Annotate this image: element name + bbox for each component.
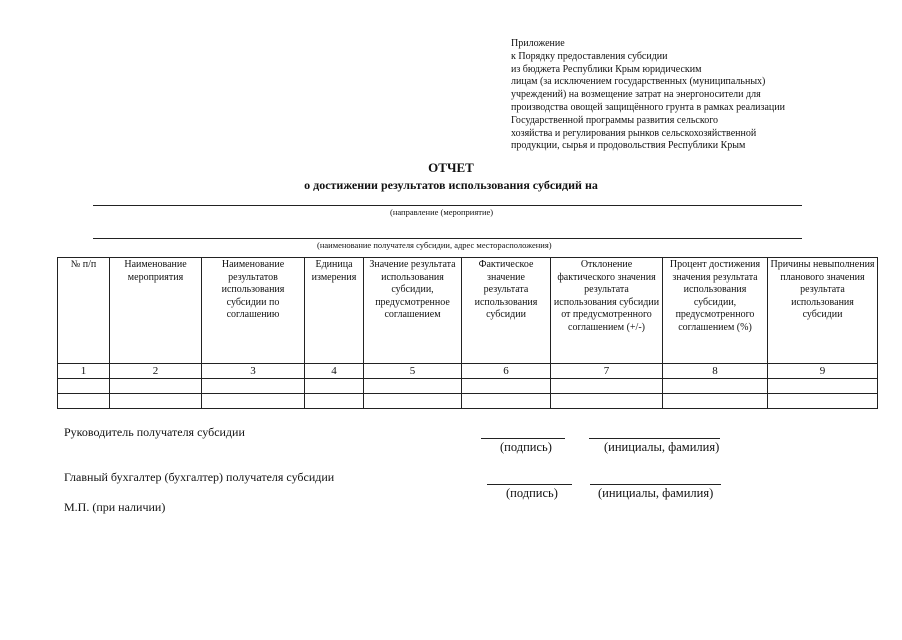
table-cell: [202, 379, 305, 394]
table-cell: [462, 394, 551, 409]
accountant-signature-line: [487, 484, 572, 485]
column-number: 9: [768, 364, 878, 379]
table-cell: [364, 394, 462, 409]
table-cell: [462, 379, 551, 394]
table-cell: [58, 379, 110, 394]
head-name-line: [589, 438, 720, 439]
accountant-name-line: [590, 484, 721, 485]
column-header: Причины невыполнения планового значения результата использования субсидии: [768, 258, 878, 364]
direction-caption: (направление (мероприятие): [390, 207, 494, 217]
column-header: Процент достижения значения результата использования субсидии, предусмотренного соглашением (%): [663, 258, 768, 364]
head-label: Руководитель получателя субсидии: [64, 425, 245, 439]
appendix-line: Приложение: [511, 38, 565, 49]
table-row: [58, 394, 878, 409]
report-subtitle: о достижении результатов использования субсидий на: [304, 178, 598, 192]
column-number: 6: [462, 364, 551, 379]
seal-label: М.П. (при наличии): [64, 500, 166, 514]
table-row: [58, 379, 878, 394]
column-header: Отклонение фактического значения результата использования субсидии от предусмотренного соглашением (+/-): [551, 258, 663, 364]
head-name-caption: (инициалы, фамилия): [604, 440, 720, 454]
report-title: ОТЧЕТ: [428, 160, 474, 175]
appendix-line: лицам (за исключением государственных (муниципальных): [511, 76, 766, 88]
column-header: Фактическое значение результата использования субсидии: [462, 258, 551, 364]
appendix-line: к Порядку предоставления субсидии: [511, 50, 668, 62]
head-signature-caption: (подпись): [500, 440, 552, 454]
appendix-line: учреждений) на возмещение затрат на энергоносители для: [511, 89, 761, 101]
appendix-line: продукции, сырья и продовольствия Республики Крым: [511, 140, 746, 152]
recipient-caption: (наименование получателя субсидии, адрес месторасположения): [317, 240, 552, 250]
column-number: 5: [364, 364, 462, 379]
appendix-line: из бюджета Республики Крым юридическим: [511, 63, 702, 75]
column-number: 2: [110, 364, 202, 379]
table-cell: [58, 394, 110, 409]
table-cell: [551, 379, 663, 394]
table-cell: [768, 379, 878, 394]
table-cell: [305, 394, 364, 409]
report-table: [57, 257, 878, 409]
column-number: 7: [551, 364, 663, 379]
column-header: Наименование результатов использования субсидии по соглашению: [202, 258, 305, 364]
recipient-fill-line: [93, 238, 802, 239]
table-cell: [663, 394, 768, 409]
head-signature-line: [481, 438, 565, 439]
table-cell: [305, 379, 364, 394]
table-cell: [110, 379, 202, 394]
column-number: 1: [58, 364, 110, 379]
column-header: Значение результата использования субсидии, предусмотренное соглашением: [364, 258, 462, 364]
appendix-line: производства овощей защищённого грунта в рамках реализации: [511, 101, 785, 113]
table-cell: [551, 394, 663, 409]
appendix-note: [511, 38, 841, 153]
table-cell: [110, 394, 202, 409]
accountant-label: Главный бухгалтер (бухгалтер) получателя субсидии: [64, 470, 335, 484]
column-number: 8: [663, 364, 768, 379]
table-cell: [768, 394, 878, 409]
accountant-signature-caption: (подпись): [506, 486, 558, 500]
column-number: 4: [305, 364, 364, 379]
appendix-line: Государственной программы развития сельского: [511, 114, 719, 126]
table-cell: [202, 394, 305, 409]
table-cell: [364, 379, 462, 394]
direction-fill-line: [93, 205, 802, 206]
accountant-name-caption: (инициалы, фамилия): [598, 486, 714, 500]
appendix-line: хозяйства и регулирования рынков сельскохозяйственной: [511, 127, 757, 139]
column-header: Единица измерения: [305, 258, 364, 364]
column-header: Наименование мероприятия: [110, 258, 202, 364]
column-header: № п/п: [58, 258, 110, 364]
column-number-row: [58, 364, 878, 379]
table-cell: [663, 379, 768, 394]
column-number: 3: [202, 364, 305, 379]
table-header-row: [58, 258, 878, 364]
